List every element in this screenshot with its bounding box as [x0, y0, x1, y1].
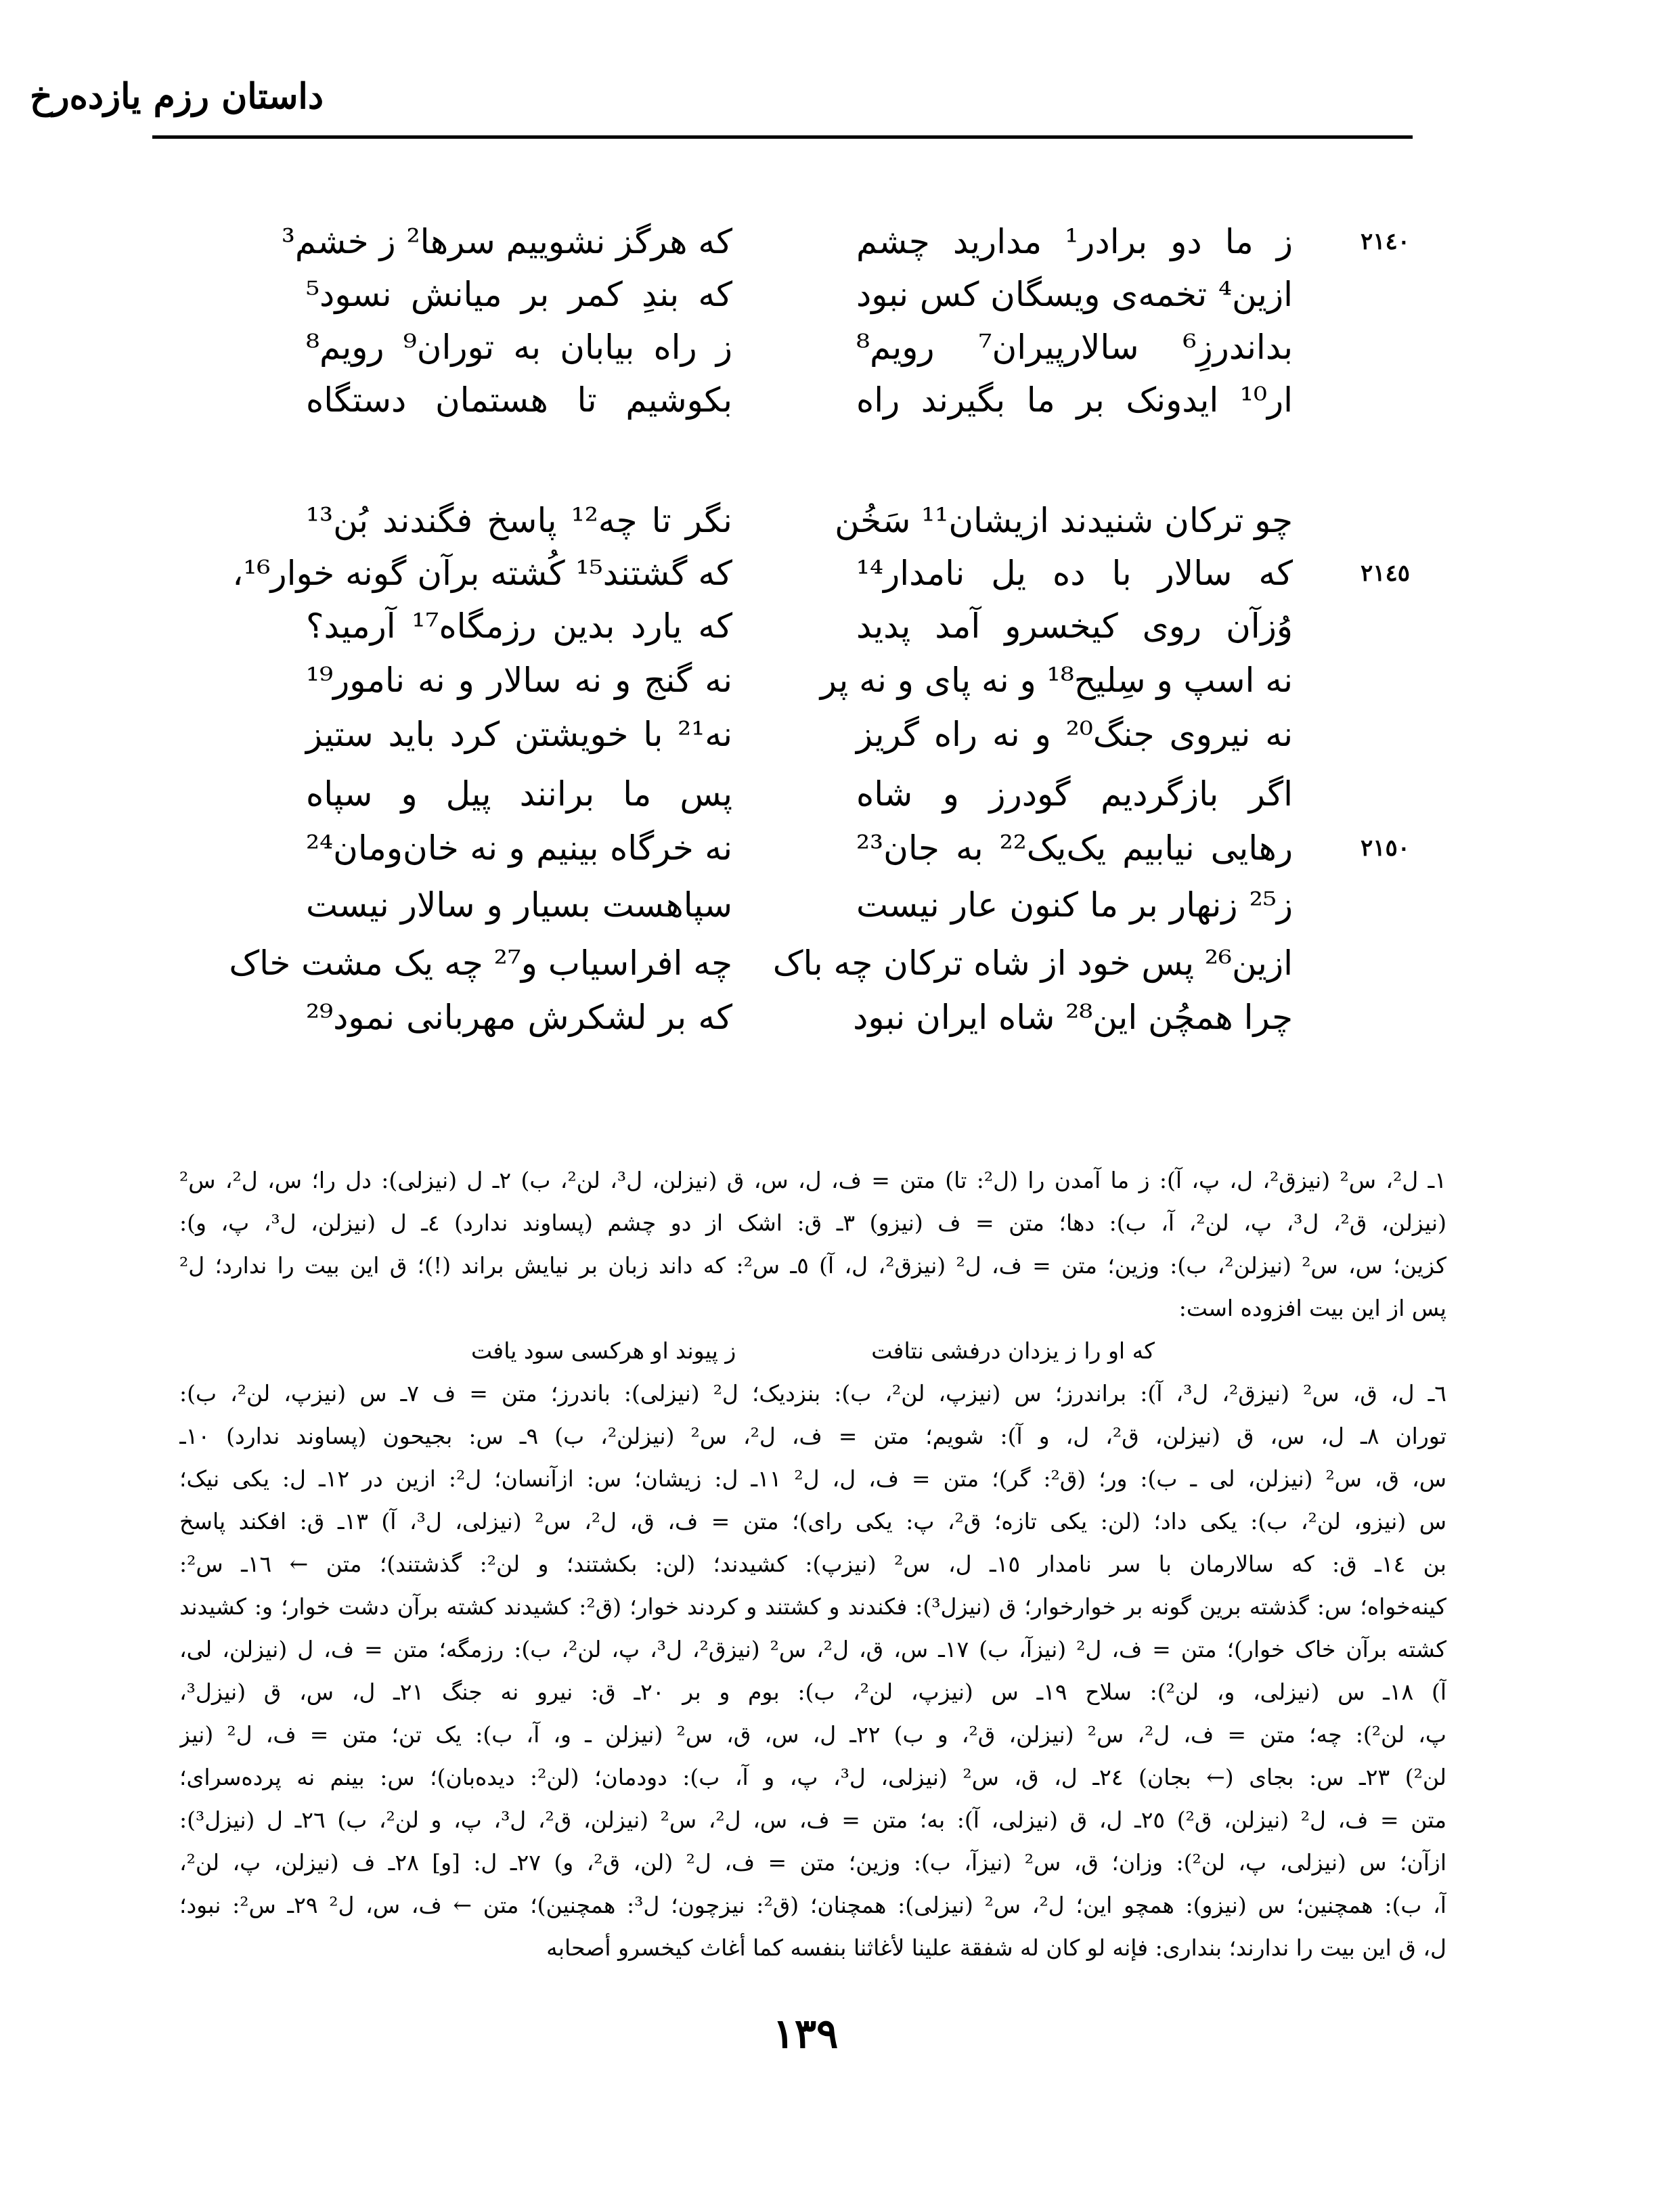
verse-number — [1361, 937, 1425, 990]
verse-number — [1361, 879, 1425, 931]
hemistich-first: ازین⁴ تخمه‌ی ویسگان کس نبود — [856, 275, 1293, 314]
hemistich-second: نگر تا چه¹² پاسخ فگندند بُن¹³ — [306, 501, 732, 540]
hemistich-first: نه نیروی جنگ²⁰ و نه راه گریز — [856, 715, 1293, 754]
hemistich-first: چو ترکان شنیدند ازیشان¹¹ سَخُن — [835, 501, 1293, 540]
footnote-line: س، ق، س² (نیزلن، لی ـ ب): ور؛ (ق²: گر)؛ متن = ف، ل، ل² ١١ـ ل: زیشان؛ س: ازآنسان؛ ل²: ازین در ١٢ـ ل: یکی نیک؛ — [179, 1465, 1446, 1492]
hemistich-second: ز راه بیابان به توران⁹ رویم⁸ — [306, 328, 732, 367]
verse-row — [0, 268, 1680, 321]
verse-row — [0, 374, 1680, 426]
verse-number: ٢١٤٥ — [1361, 560, 1411, 587]
hemistich-second: چه افراسیاب و²⁷ چه یک مشت خاک — [229, 944, 732, 983]
hemistich-first: نه اسپ و سِلیح¹⁸ و نه پای و نه پر — [820, 661, 1293, 700]
hemistich-second: که گشتند¹⁵ کُشته برآن گونه خوار¹⁶، — [232, 554, 732, 593]
footnote-line: ٦ـ ل، ق، س² (نیزق²، ل³، آ): براندرز؛ س (نیزپ، لن²، ب): بنزدیک؛ ل² (نیزلی): باندرز؛ متن = ف ٧ـ س (نیزپ، لن²، ب): — [179, 1380, 1446, 1407]
verse-number: ٢١٥٠ — [1361, 835, 1411, 862]
hemistich-first: ز²⁵ زنهار بر ما کنون عار نیست — [856, 885, 1293, 925]
footnote-line: ل، ق این بیت را ندارند؛ بنداری: فإنه لو کان له شفقة علینا لأغاثنا بنفسه کما أغاث کیخسرو أصحابه — [546, 1934, 1446, 1961]
footnote-line: س (نیزو، لن²، ب): یکی داد؛ (لن: یکی تازه؛ ق²، پ: یکی رای)؛ متن = ف، ق، ل²، س² (نیزلی، ل³، آ) ١٣ـ ق: افکند پاسخ — [179, 1508, 1446, 1534]
verse-row — [0, 937, 1680, 990]
verse-row — [0, 822, 1680, 875]
hemistich-second: که بر لشکرش مهربانی نمود²⁹ — [306, 998, 732, 1037]
verse-row — [0, 600, 1680, 653]
hemistich-second: که هرگز نشوییم سرها² ز خشم³ — [281, 222, 732, 261]
hemistich-first: که سالار با ده یل نامدار¹⁴ — [856, 554, 1293, 593]
verse-number: ٢١٤٠ — [1361, 228, 1411, 255]
footnote-line: لن²) ٢٣ـ س: بجای (← بجان) ٢٤ـ ل، ق، س² (نیزلی، ل³، پ، و آ، ب): دودمان؛ (لن²: دیده‌بان)؛ س: بینم نه پرده‌سرای؛ — [179, 1764, 1446, 1790]
hemistich-second: نه²¹ با خویشتن کرد باید ستیز — [306, 715, 732, 754]
verse-row — [0, 708, 1680, 761]
critical-apparatus — [179, 1159, 1446, 1969]
hemistich-first: اگر بازگردیم گودرز و شاه — [856, 774, 1293, 814]
hemistich-first: رهایی نیابیم یک‌یک²² به جان²³ — [856, 828, 1294, 868]
verse-row — [0, 654, 1680, 707]
verse-row — [0, 494, 1680, 547]
footnote-line: کشته برآن خاک خوار)؛ متن = ف، ل² (نیزآ، ب) ١٧ـ س، ق، ل²، س² (نیزق²، ل³، پ، لن²، ب): رزمگه؛ متن = ف، ل (نیزلن، لی، — [179, 1636, 1446, 1662]
footnote-line: کینه‌خواه؛ س: گذشته برین گونه بر خوارخوار؛ ق (نیزل³): فکندند و کشتند و کردند خوار؛ (ق²: کشیدند کشته برآن دشت خوار؛ و: کشیدند — [179, 1593, 1446, 1620]
footnote-line: ١ـ ل²، س² (نیزق²، ل، پ، آ): ز ما آمدن را (ل²: تا) متن = ف، ل، س، ق (نیزلن، ل³، لن²، ب) ٢ـ ل (نیزلی): دل را؛ س، ل²، س² — [179, 1167, 1446, 1193]
hemistich-first: ار¹⁰ ایدونک بر ما بگیرند راه — [856, 380, 1293, 420]
footnote-line: آ) ١٨ـ س (نیزلی، و، لن²): سلاح ١٩ـ س (نیزپ، لن²، ب): بوم و بر ٢٠ـ ق: نیرو نه جنگ ٢١ـ ل، س، ق (نیزل³، — [179, 1679, 1446, 1705]
verse-number — [1361, 768, 1425, 820]
footnote-line: متن = ف، ل² (نیزلن، ق²) ٢٥ـ ل، ق (نیزلی، آ): به؛ متن = ف، س، ل²، س² (نیزلن، ق²، ل³، پ، و لن²، ب) ٢٦ـ ل (نیزل³): — [179, 1807, 1446, 1833]
hemistich-second: پس ما برانند پیل و سپاه — [306, 774, 732, 814]
verse-row — [0, 768, 1680, 820]
verse-number — [1361, 654, 1425, 707]
hemistich-first: بداندرزِ⁶ سالارپیران⁷ رویم⁸ — [856, 328, 1293, 367]
verse-row — [0, 321, 1680, 374]
verse-number — [1361, 991, 1425, 1044]
verse-row — [0, 879, 1680, 931]
hemistich-first: ز ما دو برادر¹ مدارید چشم — [856, 222, 1293, 261]
verse-number — [1361, 321, 1425, 374]
footnote-line: آ، ب): همچنین؛ س (نیزو): همچو این؛ ل²، س² (نیزلی): همچنان؛ (ق²: نیزچون؛ ل³: همچنین)؛ متن ← ف، س، ل² ٢٩ـ س²: نبود؛ — [179, 1892, 1446, 1918]
verse-number — [1361, 494, 1425, 547]
hemistich-first: چرا همچُن این²⁸ شاه ایران نبود — [853, 998, 1293, 1037]
interpolated-hemistich-second: ز پیوند او هرکسی سود یافت — [471, 1337, 736, 1364]
header-rule — [152, 135, 1413, 139]
verse-row — [0, 991, 1680, 1044]
interpolated-hemistich-first: که او را ز یزدان درفشی نتافت — [871, 1337, 1155, 1364]
footnote-line: (نیزلن، ق²، ل³، پ، لن²، آ، ب): دها؛ متن = ف (نیزو) ٣ـ ق: اشک از دو چشم (پساوند ندارد) ٤ـ ل (نیزلن، ل³، پ، و): — [179, 1210, 1446, 1236]
verse-number — [1361, 374, 1425, 426]
hemistich-second: که یارد بدین رزمگاه¹⁷ آرمید؟ — [306, 606, 732, 646]
page-number: ١٣٩ — [772, 2010, 839, 2058]
hemistich-second: سپاهست بسیار و سالار نیست — [306, 885, 732, 925]
running-title: داستان رزم یازده‌رخ — [29, 76, 324, 117]
footnote-line: پ، لن²): چه؛ متن = ف، ل²، س² (نیزلن، ق²، و ب) ٢٢ـ ل، س، ق، س² (نیزلن ـ و، آ، ب): یک تن؛ متن = ف، ل² (نیز — [179, 1721, 1446, 1748]
verse-number — [1361, 268, 1425, 321]
footnote-line: پس از این بیت افزوده است: — [1178, 1295, 1446, 1321]
hemistich-first: ازین²⁶ پس خود از شاه ترکان چه باک — [772, 944, 1293, 983]
footnote-line: توران ٨ـ ل، س، ق (نیزلن، ق²، ل، و آ): شویم؛ متن = ف، ل²، س² (نیزلن²، ب) ٩ـ س: بجیحون (پساوند ندارد) ١٠ـ — [179, 1423, 1446, 1449]
hemistich-second: نه گنج و نه سالار و نه نامور¹⁹ — [306, 661, 732, 700]
verse-number — [1361, 708, 1425, 761]
hemistich-second: نه خرگاه بینیم و نه خان‌ومان²⁴ — [306, 828, 732, 868]
hemistich-second: بکوشیم تا هستمان دستگاه — [306, 380, 732, 420]
hemistich-second: که بندِ کمر بر میانش نسود⁵ — [306, 275, 732, 314]
verse-row — [0, 215, 1680, 268]
interpolated-couplet — [179, 1329, 1446, 1372]
footnote-line: کزین؛ س، س² (نیزلن²، ب): وزین؛ متن = ف، ل² (نیزق²، ل، آ) ٥ـ س²: که داند زبان بر نیایش براند (!)؛ ق این بیت را ندارد؛ ل² — [179, 1252, 1446, 1279]
verse-number — [1361, 600, 1425, 653]
hemistich-first: وُزآن روی کیخسرو آمد پدید — [856, 606, 1293, 646]
verse-row — [0, 547, 1680, 600]
footnote-line: ازآن؛ س (نیزلی، پ، لن²): وزان؛ ق، س² (نیزآ، ب): وزین؛ متن = ف، ل² (لن، ق²، و) ٢٧ـ ل: [و] ٢٨ـ ف (نیزلن، پ، لن²، — [179, 1849, 1446, 1876]
footnote-line: بن ١٤ـ ق: که سالارمان با سر نامدار ١٥ـ ل، س² (نیزپ): کشیدند؛ (لن: بکشتند؛ و لن²: گذشتند)؛ متن ← ١٦ـ س²: — [179, 1551, 1446, 1577]
